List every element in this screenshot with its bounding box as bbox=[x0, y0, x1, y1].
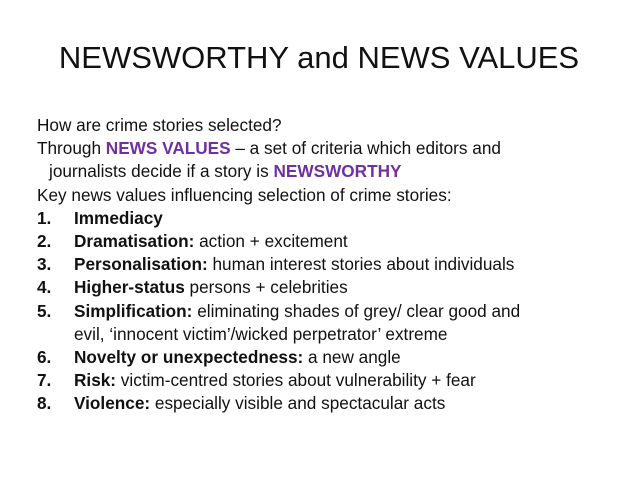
list-item-body bbox=[74, 230, 348, 253]
news-values-term: NEWS VALUES bbox=[105, 138, 231, 159]
list-item-body bbox=[74, 276, 348, 299]
slide-title: NEWSWORTHY and NEWS VALUES bbox=[58, 40, 580, 75]
list-item bbox=[37, 392, 612, 415]
list-item-number: 7. bbox=[37, 370, 52, 391]
list-item bbox=[37, 207, 612, 230]
list-item-number: 1. bbox=[37, 207, 52, 228]
list-item-term: Personalisation: bbox=[74, 254, 208, 275]
list-item-term: Dramatisation: bbox=[74, 231, 195, 252]
list-item-term: Novelty or unexpectedness: bbox=[74, 347, 304, 368]
key-values-line: Key news values influencing selection of crime stories: bbox=[37, 184, 452, 205]
list-item-number: 3. bbox=[37, 254, 52, 275]
list-item-term: Risk: bbox=[74, 370, 117, 391]
list-item-number: 5. bbox=[37, 300, 52, 321]
list-item-number: 8. bbox=[37, 393, 52, 414]
intro-question: How are crime stories selected? bbox=[37, 115, 282, 135]
newsworthy-term: NEWSWORTHY bbox=[273, 161, 402, 182]
through-line bbox=[37, 137, 612, 160]
journalists-line bbox=[37, 160, 612, 183]
list-item-number: 6. bbox=[37, 347, 52, 368]
list-item-body bbox=[74, 346, 401, 369]
through-suffix: – a set of criteria which editors and bbox=[230, 138, 501, 159]
list-item-term: Violence: bbox=[74, 393, 151, 414]
list-item-description: human interest stories about individuals bbox=[207, 254, 515, 275]
list-item-number: 4. bbox=[37, 277, 52, 298]
list-item-number: 2. bbox=[37, 231, 52, 252]
list-item-description: victim-centred stories about vulnerability + fear bbox=[116, 370, 476, 391]
list-item-body bbox=[74, 369, 476, 392]
list-item-body bbox=[74, 253, 514, 276]
list-item-description: a new angle bbox=[303, 347, 401, 368]
list-item bbox=[37, 300, 612, 346]
through-prefix: Through bbox=[37, 138, 106, 159]
list-item-term: Higher-status bbox=[74, 277, 185, 298]
list-item-term: Simplification: bbox=[74, 300, 193, 321]
list-item-description-line2: evil, ‘innocent victim’/wicked perpetrator’ extreme bbox=[74, 323, 448, 344]
list-item-body bbox=[74, 207, 163, 230]
list-item bbox=[37, 276, 612, 299]
list-item-description: especially visible and spectacular acts bbox=[150, 393, 446, 414]
list-item bbox=[37, 369, 612, 392]
list-item-body bbox=[74, 300, 520, 346]
list-item-description: action + excitement bbox=[194, 231, 348, 252]
list-item-body bbox=[74, 392, 445, 415]
list-item-description: eliminating shades of grey/ clear good and bbox=[192, 300, 521, 321]
slide-content bbox=[37, 114, 612, 416]
list-item-description: persons + celebrities bbox=[184, 277, 348, 298]
list-item bbox=[37, 253, 612, 276]
list-item bbox=[37, 346, 612, 369]
list-item bbox=[37, 230, 612, 253]
list-item-term: Immediacy bbox=[74, 207, 163, 228]
journalists-prefix: journalists decide if a story is bbox=[49, 161, 274, 182]
